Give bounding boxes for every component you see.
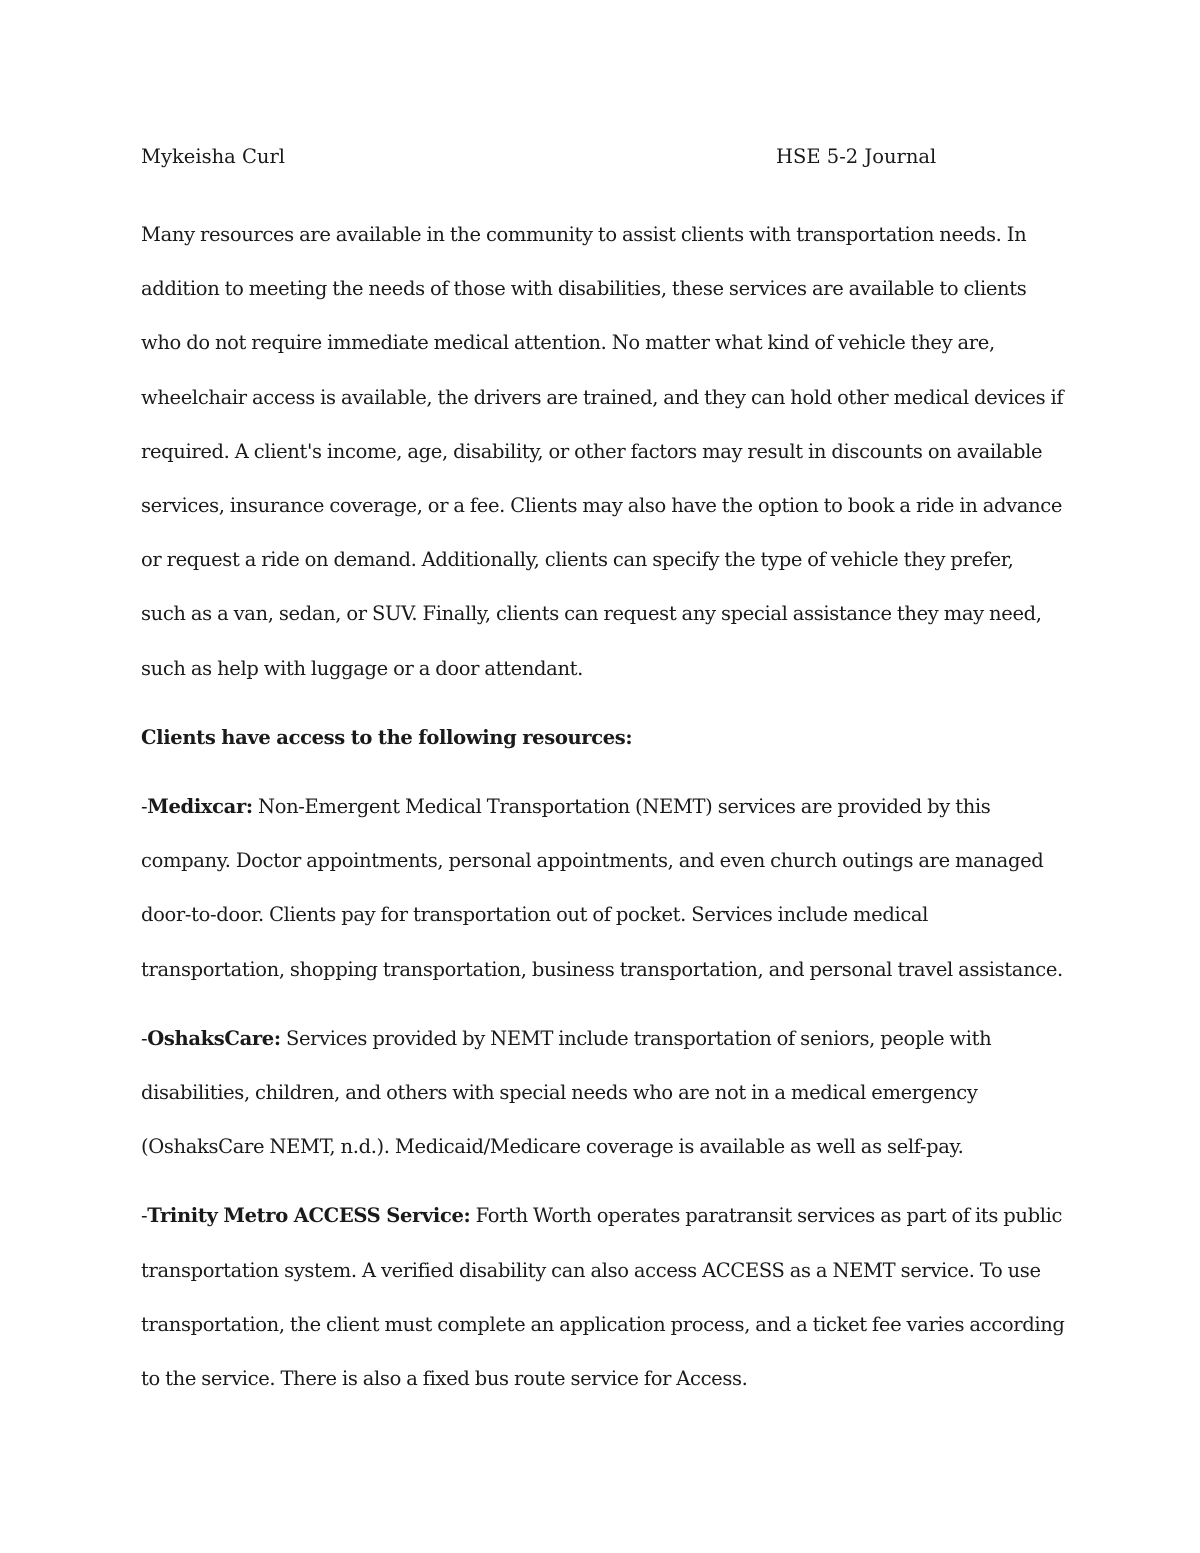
intro-line: who do not require immediate medical attention. No matter what kind of vehicle they are, [141, 331, 995, 355]
resource-line: (OshaksCare NEMT, n.d.). Medicaid/Medicare coverage is available as well as self-pay. [141, 1135, 964, 1159]
resource-medixcar [141, 780, 1061, 997]
document-header [141, 140, 1061, 174]
resource-prefix: - [141, 795, 148, 819]
assignment-title: HSE 5-2 Journal [776, 145, 937, 168]
resource-first-line [141, 1012, 1061, 1066]
resources-heading [141, 711, 1061, 765]
document-page [141, 140, 1065, 1406]
intro-line: wheelchair access is available, the drivers are trained, and they can hold other medical devices if [141, 385, 1064, 409]
intro-line: Many resources are available in the community to assist clients with transportation needs. In [141, 223, 1027, 246]
intro-line: services, insurance coverage, or a fee. Clients may also have the option to book a ride in advance [141, 494, 1063, 518]
resource-first-line-text: Non-Emergent Medical Transportation (NEMT) services are provided by this [252, 795, 991, 819]
intro-line: addition to meeting the needs of those with disabilities, these services are available to clients [141, 277, 1027, 301]
resource-name: Trinity Metro ACCESS Service: [147, 1204, 471, 1228]
resource-first-line-text: Services provided by NEMT include transportation of seniors, people with [280, 1026, 992, 1050]
resource-line: disabilities, children, and others with special needs who are not in a medical emergency [141, 1081, 978, 1105]
resource-first-line [141, 780, 1061, 834]
resource-line: company. Doctor appointments, personal appointments, and even church outings are managed [141, 849, 1044, 873]
intro-line: such as a van, sedan, or SUV. Finally, clients can request any special assistance they may need, [141, 602, 1042, 626]
resource-first-line [141, 1189, 1061, 1243]
resource-prefix: - [141, 1026, 148, 1050]
resource-name: OshaksCare: [147, 1026, 281, 1050]
intro-paragraph [141, 208, 1064, 696]
resource-line: transportation system. A verified disability can also access ACCESS as a NEMT service. To use [141, 1258, 1041, 1282]
intro-line: required. A client's income, age, disability, or other factors may result in discounts on available [141, 439, 1043, 463]
resource-trinity-metro-access [141, 1189, 1065, 1406]
author-name: Mykeisha Curl [141, 145, 286, 168]
resource-oshakscare [141, 1012, 1061, 1175]
resource-first-line-text: Forth Worth operates paratransit services as part of its public [470, 1204, 1063, 1228]
resource-line: transportation, shopping transportation, business transportation, and personal travel assistance. [141, 957, 1063, 981]
resource-line: door-to-door. Clients pay for transportation out of pocket. Services include medical [141, 903, 929, 927]
resources-heading-text: Clients have access to the following resources: [141, 725, 633, 749]
resource-name: Medixcar: [147, 795, 253, 819]
resource-line: transportation, the client must complete an application process, and a ticket fee varies according [141, 1312, 1065, 1336]
resource-prefix: - [141, 1204, 148, 1228]
resource-line: to the service. There is also a fixed bus route service for Access. [141, 1367, 748, 1391]
intro-line: or request a ride on demand. Additionally, clients can specify the type of vehicle they prefer, [141, 548, 1014, 572]
intro-line: such as help with luggage or a door attendant. [141, 656, 583, 680]
